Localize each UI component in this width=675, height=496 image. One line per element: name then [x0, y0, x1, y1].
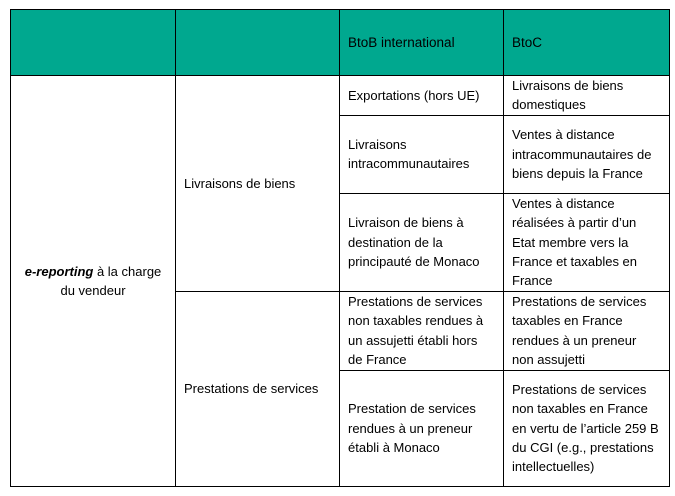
- table-row: [11, 76, 670, 116]
- btob-cell: Exportations (hors UE): [340, 76, 504, 116]
- btob-cell: Livraisons intracommunautaires: [340, 115, 504, 193]
- group-label-prestations: Prestations de services: [176, 291, 340, 486]
- header-btob-international: BtoB international: [340, 10, 504, 76]
- header-row: [11, 10, 670, 76]
- btob-cell: Livraison de biens à destination de la principauté de Monaco: [340, 193, 504, 291]
- header-empty-cell: [11, 10, 176, 76]
- group-label-livraisons: Livraisons de biens: [176, 76, 340, 292]
- e-reporting-table: [10, 9, 670, 487]
- btoc-cell: Prestations de services taxables en France rendues à un preneur non assujetti: [504, 291, 670, 370]
- btoc-cell: Prestations de services non taxables en France en vertu de l’article 259 B du CGI (e.g., prestations intellectuelles): [504, 370, 670, 486]
- header-empty-cell: [176, 10, 340, 76]
- e-reporting-rest: à la charge du vendeur: [60, 263, 162, 298]
- btob-cell: Prestation de services rendues à un preneur établi à Monaco: [340, 370, 504, 486]
- btoc-cell: Ventes à distance intracommunautaires de biens depuis la France: [504, 115, 670, 193]
- btoc-cell: Ventes à distance réalisées à partir d’un Etat membre vers la France et taxables en France: [504, 193, 670, 291]
- btoc-cell: Livraisons de biens domestiques: [504, 76, 670, 116]
- e-reporting-emphasis: e-reporting: [24, 263, 94, 279]
- btob-cell: Prestations de services non taxables rendues à un assujetti établi hors de France: [340, 291, 504, 370]
- e-reporting-label-cell: [11, 76, 176, 487]
- header-btoc: BtoC: [504, 10, 670, 76]
